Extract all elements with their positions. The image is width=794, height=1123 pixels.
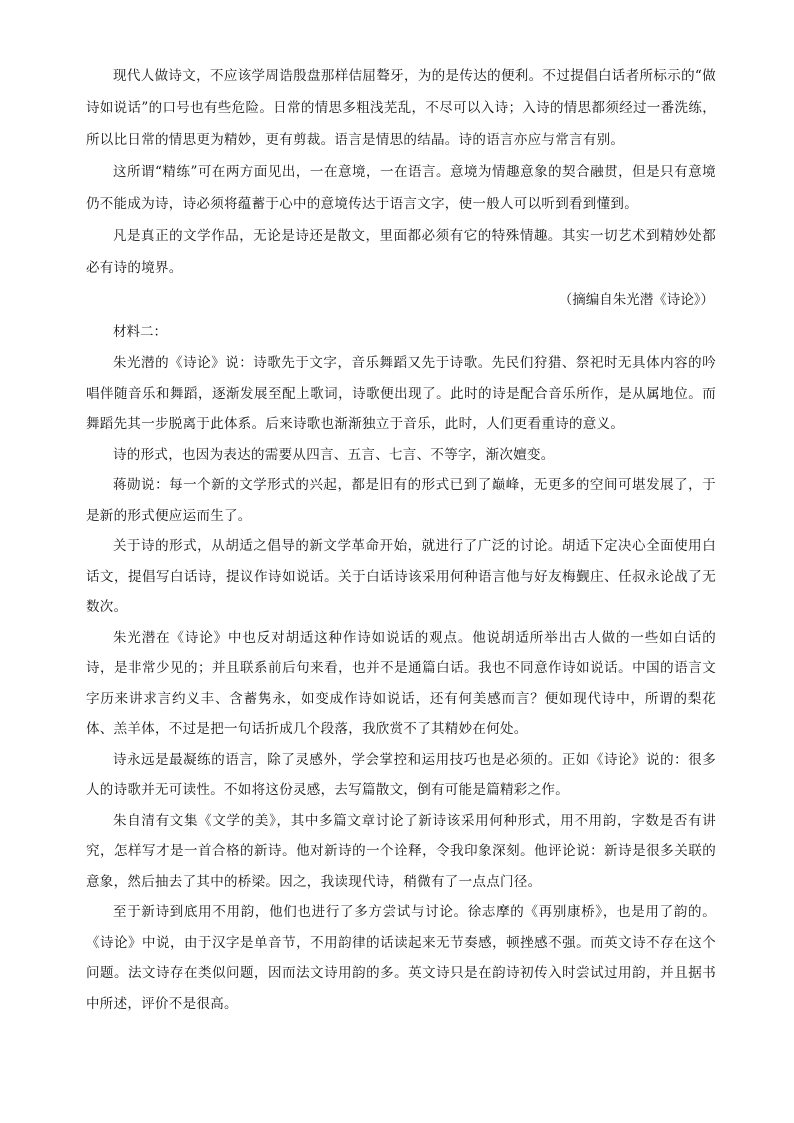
paragraph-m2-1: 朱光潜的《诗论》说：诗歌先于文字，音乐舞蹈又先于诗歌。先民们狩猎、祭祀时无具体内容的吟唱伴随音乐和舞蹈，逐渐发展至配上歌词，诗歌便出现了。此时的诗是配合音乐所作，是从属地位。而舞蹈先其一步脱离于此体系。后来诗歌也渐渐独立于音乐，此时，人们更看重诗的意义。 xyxy=(86,355,716,432)
paragraph-m2-6: 诗永远是最凝练的语言，除了灵感外，学会掌控和运用技巧也是必须的。正如《诗论》说的：很多人的诗歌并无可读性。不如将这份灵感，去写篇散文，倒有可能是篇精彩之作。 xyxy=(86,751,716,798)
paragraph-m1-2: 这所谓“精练”可在两方面见出，一在意境，一在语言。意境为情趣意象的契合融贯，但是只有意境仍不能成为诗，诗必须将蕴蓄于心中的意境传达于语言文字，使一般人可以听到看到懂到。 xyxy=(86,164,716,212)
document-page xyxy=(86,60,716,1019)
source-note: （摘编自朱光潜《诗论》） xyxy=(558,292,714,308)
material2-heading: 材料二： xyxy=(113,324,167,340)
paragraph-m2-2: 诗的形式，也因为表达的需要从四言、五言、七言、不等字，渐次嬗变。 xyxy=(113,446,555,463)
paragraph-m2-5: 朱光潜在《诗论》中也反对胡适这种作诗如说话的观点。他说胡适所举出古人做的一些如白话的诗，是非常少见的；并且联系前后句来看，也并不是通篇白话。我也不同意作诗如说话。中国的语言文字历来讲求言约义丰、含蓄隽永，如变成作诗如说话，还有何美感而言？便如现代诗中，所谓的梨花体、羔羊体，不过是把一句话折成几个段落，我欣赏不了其精妙在何处。 xyxy=(86,629,716,737)
paragraph-m2-4: 关于诗的形式，从胡适之倡导的新文学革命开始，就进行了广泛的讨论。胡适下定决心全面使用白话文，提倡写白话诗，提议作诗如说话。关于白话诗该采用何种语言他与好友梅觐庄、任叔永论战了无数次。 xyxy=(86,538,716,615)
paragraph-m1-1: 现代人做诗文，不应该学周诰殷盘那样佶屈聱牙，为的是传达的便利。不过提倡白话者所标示的“做诗如说话”的口号也有些危险。日常的情思多粗浅芜乱，不尽可以入诗；入诗的情思都须经过一番洗练，所以比日常的情思更为精妙，更有剪裁。语言是情思的结晶。诗的语言亦应与常言有别。 xyxy=(86,68,716,148)
paragraph-m2-7: 朱自清有文集《文学的美》，其中多篇文章讨论了新诗该采用何种形式，用不用韵，字数是否有讲究，怎样写才是一首合格的新诗。他对新诗的一个诠释，令我印象深刻。他评论说：新诗是很多关联的意象，然后抽去了其中的桥梁。因之，我读现代诗，稍微有了一点点门径。 xyxy=(86,812,716,890)
paragraph-m2-8: 至于新诗到底用不用韵，他们也进行了多方尝试与讨论。徐志摩的《再别康桥》，也是用了韵的。《诗论》中说，由于汉字是单音节，不用韵律的话读起来无节奏感，顿挫感不强。而英文诗不存在这个问题。法文诗存在类似问题，因而法文诗用韵的多。英文诗只是在韵诗初传入时尝试过用韵，并且据书中所述，评价不是很高。 xyxy=(86,904,716,1012)
paragraph-m1-3: 凡是真正的文学作品，无论是诗还是散文，里面都必须有它的特殊情趣。其实一切艺术到精妙处都必有诗的境界。 xyxy=(86,228,716,276)
paragraph-m2-3: 蒋勋说：每一个新的文学形式的兴起，都是旧有的形式已到了巅峰，无更多的空间可堪发展了，于是新的形式便应运而生了。 xyxy=(86,477,716,524)
